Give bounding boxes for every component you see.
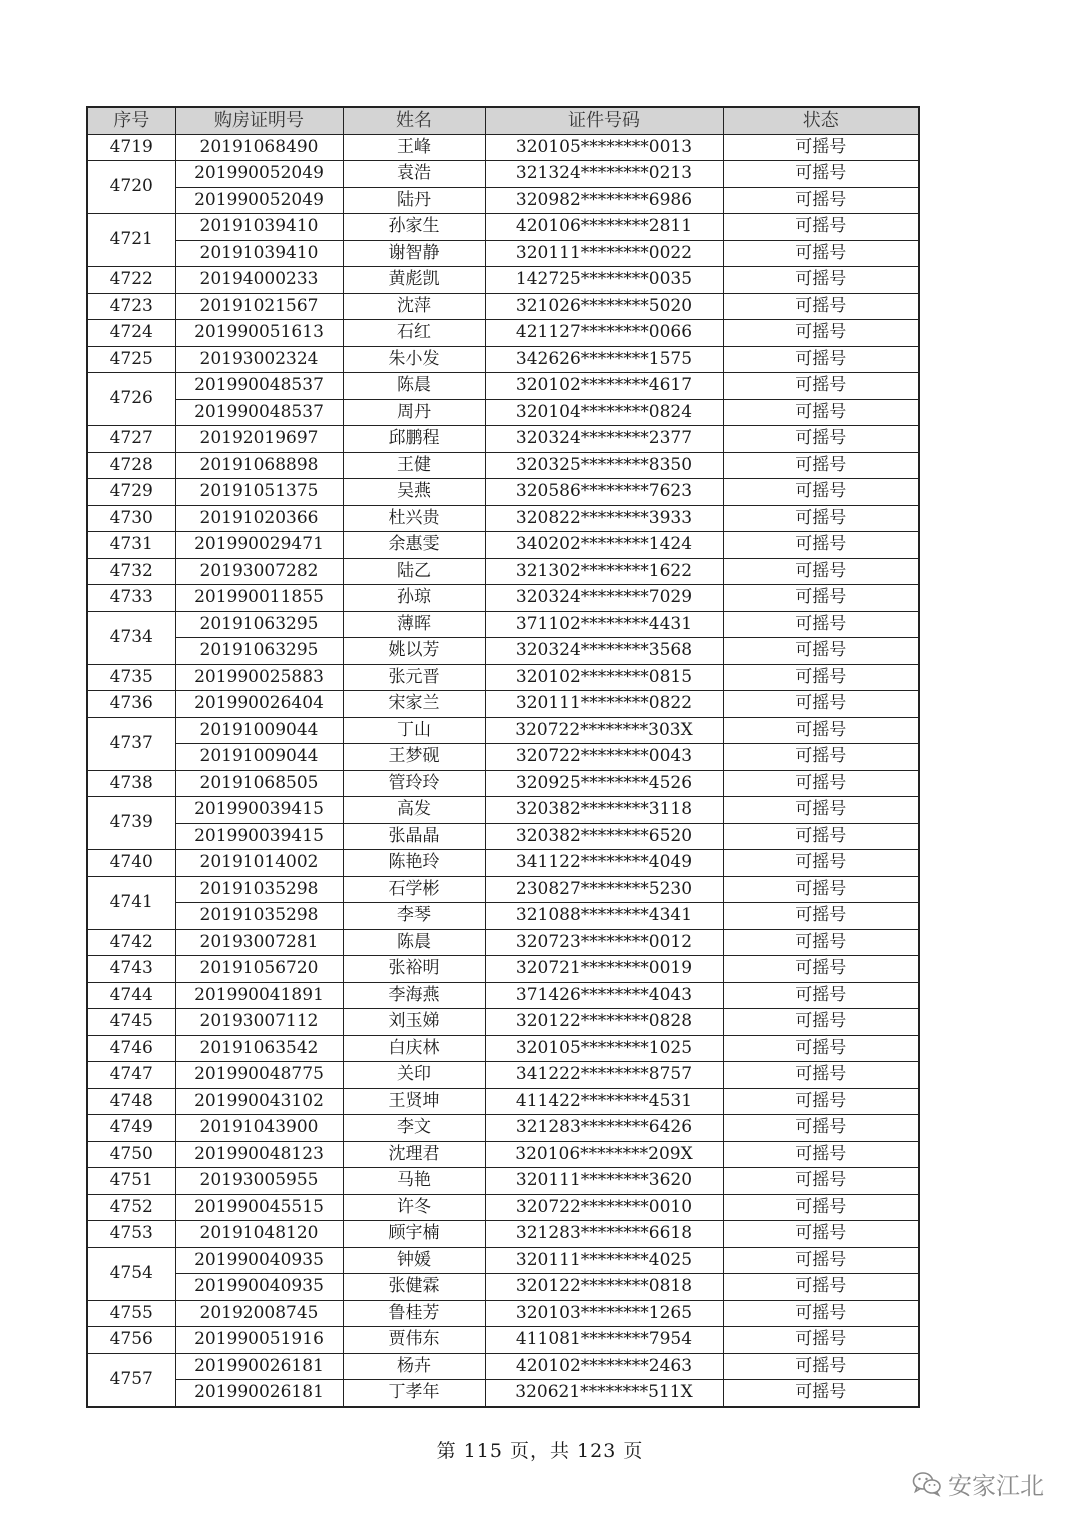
table-row bbox=[87, 1035, 919, 1062]
cell-status: 可摇号 bbox=[723, 1300, 919, 1327]
cell-certificate-no: 201990025883 bbox=[175, 664, 343, 691]
cell-status: 可摇号 bbox=[723, 240, 919, 267]
cell-certificate-no: 20192019697 bbox=[175, 426, 343, 453]
cell-id-number: 321088********4341 bbox=[485, 903, 723, 930]
cell-status: 可摇号 bbox=[723, 558, 919, 585]
cell-name: 李文 bbox=[343, 1115, 485, 1142]
cell-id-number: 320382********3118 bbox=[485, 797, 723, 824]
cell-status: 可摇号 bbox=[723, 479, 919, 506]
table-row bbox=[87, 532, 919, 559]
cell-seq: 4744 bbox=[87, 982, 175, 1009]
table-row bbox=[87, 293, 919, 320]
cell-certificate-no: 20194000233 bbox=[175, 267, 343, 294]
cell-status: 可摇号 bbox=[723, 532, 919, 559]
cell-certificate-no: 201990026181 bbox=[175, 1380, 343, 1407]
cell-id-number: 320382********6520 bbox=[485, 823, 723, 850]
cell-name: 沈理君 bbox=[343, 1141, 485, 1168]
cell-id-number: 320925********4526 bbox=[485, 770, 723, 797]
cell-certificate-no: 20191035298 bbox=[175, 903, 343, 930]
cell-seq: 4734 bbox=[87, 611, 175, 664]
cell-status: 可摇号 bbox=[723, 850, 919, 877]
cell-status: 可摇号 bbox=[723, 452, 919, 479]
table-row bbox=[87, 850, 919, 877]
cell-status: 可摇号 bbox=[723, 1062, 919, 1089]
table-row bbox=[87, 876, 919, 903]
cell-status: 可摇号 bbox=[723, 717, 919, 744]
cell-seq: 4737 bbox=[87, 717, 175, 770]
cell-status: 可摇号 bbox=[723, 1009, 919, 1036]
cell-id-number: 411081********7954 bbox=[485, 1327, 723, 1354]
table-row bbox=[87, 1009, 919, 1036]
watermark-text: 安家江北 bbox=[948, 1472, 1044, 1500]
cell-seq: 4719 bbox=[87, 134, 175, 161]
header-status: 状态 bbox=[723, 107, 919, 134]
cell-status: 可摇号 bbox=[723, 823, 919, 850]
header-name: 姓名 bbox=[343, 107, 485, 134]
cell-seq: 4729 bbox=[87, 479, 175, 506]
cell-id-number: 320722********303X bbox=[485, 717, 723, 744]
cell-name: 马艳 bbox=[343, 1168, 485, 1195]
cell-seq: 4723 bbox=[87, 293, 175, 320]
table-row bbox=[87, 1194, 919, 1221]
cell-id-number: 320103********1265 bbox=[485, 1300, 723, 1327]
cell-name: 黄彪凯 bbox=[343, 267, 485, 294]
table-row bbox=[87, 664, 919, 691]
cell-name: 张晶晶 bbox=[343, 823, 485, 850]
table-row bbox=[87, 1300, 919, 1327]
cell-seq: 4721 bbox=[87, 214, 175, 267]
cell-id-number: 320102********4617 bbox=[485, 373, 723, 400]
cell-name: 石红 bbox=[343, 320, 485, 347]
cell-seq: 4720 bbox=[87, 161, 175, 214]
wechat-icon bbox=[912, 1471, 942, 1497]
cell-seq: 4752 bbox=[87, 1194, 175, 1221]
cell-seq: 4740 bbox=[87, 850, 175, 877]
cell-name: 陈晨 bbox=[343, 373, 485, 400]
cell-certificate-no: 201990039415 bbox=[175, 823, 343, 850]
cell-name: 张元晋 bbox=[343, 664, 485, 691]
cell-certificate-no: 20193005955 bbox=[175, 1168, 343, 1195]
cell-seq: 4736 bbox=[87, 691, 175, 718]
cell-name: 宋家兰 bbox=[343, 691, 485, 718]
table-row bbox=[87, 214, 919, 241]
table-row bbox=[87, 770, 919, 797]
watermark bbox=[912, 1466, 1044, 1501]
cell-status: 可摇号 bbox=[723, 770, 919, 797]
cell-id-number: 321302********1622 bbox=[485, 558, 723, 585]
table-row bbox=[87, 240, 919, 267]
table-row bbox=[87, 956, 919, 983]
cell-id-number: 320106********209X bbox=[485, 1141, 723, 1168]
cell-status: 可摇号 bbox=[723, 1035, 919, 1062]
cell-name: 谢智静 bbox=[343, 240, 485, 267]
cell-id-number: 320111********4025 bbox=[485, 1247, 723, 1274]
cell-name: 孙琼 bbox=[343, 585, 485, 612]
cell-id-number: 340202********1424 bbox=[485, 532, 723, 559]
cell-name: 陈晨 bbox=[343, 929, 485, 956]
cell-id-number: 320104********0824 bbox=[485, 399, 723, 426]
table-row bbox=[87, 1088, 919, 1115]
cell-id-number: 320721********0019 bbox=[485, 956, 723, 983]
cell-seq: 4730 bbox=[87, 505, 175, 532]
cell-certificate-no: 201990041891 bbox=[175, 982, 343, 1009]
cell-status: 可摇号 bbox=[723, 214, 919, 241]
table-row bbox=[87, 134, 919, 161]
cell-id-number: 320324********3568 bbox=[485, 638, 723, 665]
cell-certificate-no: 20191068505 bbox=[175, 770, 343, 797]
cell-id-number: 371426********4043 bbox=[485, 982, 723, 1009]
cell-name: 陆丹 bbox=[343, 187, 485, 214]
cell-seq: 4728 bbox=[87, 452, 175, 479]
cell-seq: 4742 bbox=[87, 929, 175, 956]
cell-seq: 4743 bbox=[87, 956, 175, 983]
cell-name: 刘玉娣 bbox=[343, 1009, 485, 1036]
cell-id-number: 320102********0815 bbox=[485, 664, 723, 691]
cell-id-number: 321026********5020 bbox=[485, 293, 723, 320]
cell-seq: 4750 bbox=[87, 1141, 175, 1168]
cell-status: 可摇号 bbox=[723, 744, 919, 771]
cell-certificate-no: 201990040935 bbox=[175, 1247, 343, 1274]
cell-status: 可摇号 bbox=[723, 929, 919, 956]
table-row bbox=[87, 399, 919, 426]
cell-id-number: 320324********7029 bbox=[485, 585, 723, 612]
cell-name: 杜兴贵 bbox=[343, 505, 485, 532]
cell-status: 可摇号 bbox=[723, 346, 919, 373]
cell-certificate-no: 20193007281 bbox=[175, 929, 343, 956]
table-row bbox=[87, 982, 919, 1009]
cell-id-number: 320621********511X bbox=[485, 1380, 723, 1407]
cell-seq: 4735 bbox=[87, 664, 175, 691]
cell-status: 可摇号 bbox=[723, 161, 919, 188]
cell-seq: 4747 bbox=[87, 1062, 175, 1089]
cell-seq: 4753 bbox=[87, 1221, 175, 1248]
cell-name: 王峰 bbox=[343, 134, 485, 161]
cell-id-number: 341122********4049 bbox=[485, 850, 723, 877]
header-id-number: 证件号码 bbox=[485, 107, 723, 134]
table-row bbox=[87, 611, 919, 638]
cell-status: 可摇号 bbox=[723, 399, 919, 426]
cell-status: 可摇号 bbox=[723, 1274, 919, 1301]
cell-id-number: 320105********0013 bbox=[485, 134, 723, 161]
header-certificate-no: 购房证明号 bbox=[175, 107, 343, 134]
cell-certificate-no: 20191063542 bbox=[175, 1035, 343, 1062]
table-row bbox=[87, 1380, 919, 1407]
cell-seq: 4724 bbox=[87, 320, 175, 347]
table-row bbox=[87, 505, 919, 532]
cell-certificate-no: 201990051613 bbox=[175, 320, 343, 347]
table-row bbox=[87, 638, 919, 665]
cell-seq: 4756 bbox=[87, 1327, 175, 1354]
cell-status: 可摇号 bbox=[723, 1088, 919, 1115]
table-row bbox=[87, 1062, 919, 1089]
cell-status: 可摇号 bbox=[723, 320, 919, 347]
cell-status: 可摇号 bbox=[723, 373, 919, 400]
cell-status: 可摇号 bbox=[723, 426, 919, 453]
cell-id-number: 321324********0213 bbox=[485, 161, 723, 188]
cell-id-number: 320122********0818 bbox=[485, 1274, 723, 1301]
table-row bbox=[87, 929, 919, 956]
cell-id-number: 342626********1575 bbox=[485, 346, 723, 373]
cell-name: 顾宇楠 bbox=[343, 1221, 485, 1248]
cell-id-number: 320105********1025 bbox=[485, 1035, 723, 1062]
cell-name: 沈萍 bbox=[343, 293, 485, 320]
table-row bbox=[87, 452, 919, 479]
cell-name: 鲁桂芳 bbox=[343, 1300, 485, 1327]
table-row bbox=[87, 717, 919, 744]
cell-seq: 4731 bbox=[87, 532, 175, 559]
cell-certificate-no: 20191039410 bbox=[175, 240, 343, 267]
table-row bbox=[87, 426, 919, 453]
cell-id-number: 320723********0012 bbox=[485, 929, 723, 956]
cell-status: 可摇号 bbox=[723, 903, 919, 930]
cell-id-number: 371102********4431 bbox=[485, 611, 723, 638]
cell-name: 姚以芳 bbox=[343, 638, 485, 665]
cell-certificate-no: 20191063295 bbox=[175, 638, 343, 665]
cell-status: 可摇号 bbox=[723, 1141, 919, 1168]
cell-name: 丁山 bbox=[343, 717, 485, 744]
cell-seq: 4749 bbox=[87, 1115, 175, 1142]
table-row bbox=[87, 320, 919, 347]
table-row bbox=[87, 373, 919, 400]
cell-certificate-no: 20191021567 bbox=[175, 293, 343, 320]
cell-status: 可摇号 bbox=[723, 956, 919, 983]
cell-certificate-no: 20191043900 bbox=[175, 1115, 343, 1142]
cell-id-number: 341222********8757 bbox=[485, 1062, 723, 1089]
cell-name: 李琴 bbox=[343, 903, 485, 930]
cell-certificate-no: 20191051375 bbox=[175, 479, 343, 506]
cell-id-number: 230827********5230 bbox=[485, 876, 723, 903]
cell-status: 可摇号 bbox=[723, 611, 919, 638]
cell-certificate-no: 20191035298 bbox=[175, 876, 343, 903]
table-row bbox=[87, 823, 919, 850]
lottery-eligibility-table bbox=[86, 106, 920, 1408]
cell-status: 可摇号 bbox=[723, 1380, 919, 1407]
cell-certificate-no: 201990011855 bbox=[175, 585, 343, 612]
cell-certificate-no: 20191014002 bbox=[175, 850, 343, 877]
cell-seq: 4745 bbox=[87, 1009, 175, 1036]
cell-seq: 4727 bbox=[87, 426, 175, 453]
cell-name: 吴燕 bbox=[343, 479, 485, 506]
cell-id-number: 142725********0035 bbox=[485, 267, 723, 294]
cell-certificate-no: 20193007112 bbox=[175, 1009, 343, 1036]
cell-certificate-no: 20191068898 bbox=[175, 452, 343, 479]
cell-name: 许冬 bbox=[343, 1194, 485, 1221]
cell-status: 可摇号 bbox=[723, 664, 919, 691]
cell-name: 李海燕 bbox=[343, 982, 485, 1009]
cell-name: 周丹 bbox=[343, 399, 485, 426]
page-footer: 第 115 页，共 123 页 bbox=[436, 1440, 644, 1462]
cell-seq: 4757 bbox=[87, 1353, 175, 1407]
cell-seq: 4748 bbox=[87, 1088, 175, 1115]
cell-certificate-no: 20191056720 bbox=[175, 956, 343, 983]
table-row bbox=[87, 1168, 919, 1195]
cell-id-number: 320111********0022 bbox=[485, 240, 723, 267]
table-body bbox=[87, 134, 919, 1407]
cell-certificate-no: 201990048537 bbox=[175, 399, 343, 426]
cell-status: 可摇号 bbox=[723, 1115, 919, 1142]
cell-seq: 4746 bbox=[87, 1035, 175, 1062]
cell-name: 王梦砚 bbox=[343, 744, 485, 771]
cell-name: 孙家生 bbox=[343, 214, 485, 241]
cell-certificate-no: 20193002324 bbox=[175, 346, 343, 373]
cell-status: 可摇号 bbox=[723, 638, 919, 665]
cell-name: 管玲玲 bbox=[343, 770, 485, 797]
cell-status: 可摇号 bbox=[723, 691, 919, 718]
cell-name: 邱鹏程 bbox=[343, 426, 485, 453]
cell-certificate-no: 20191039410 bbox=[175, 214, 343, 241]
table-row bbox=[87, 558, 919, 585]
cell-seq: 4739 bbox=[87, 797, 175, 850]
cell-status: 可摇号 bbox=[723, 1194, 919, 1221]
cell-name: 陈艳玲 bbox=[343, 850, 485, 877]
cell-status: 可摇号 bbox=[723, 293, 919, 320]
cell-id-number: 320982********6986 bbox=[485, 187, 723, 214]
cell-name: 关印 bbox=[343, 1062, 485, 1089]
cell-seq: 4733 bbox=[87, 585, 175, 612]
cell-status: 可摇号 bbox=[723, 134, 919, 161]
cell-certificate-no: 201990052049 bbox=[175, 161, 343, 188]
table-row bbox=[87, 187, 919, 214]
cell-status: 可摇号 bbox=[723, 1353, 919, 1380]
cell-seq: 4726 bbox=[87, 373, 175, 426]
cell-status: 可摇号 bbox=[723, 982, 919, 1009]
cell-id-number: 320722********0010 bbox=[485, 1194, 723, 1221]
cell-certificate-no: 20193007282 bbox=[175, 558, 343, 585]
cell-name: 余惠雯 bbox=[343, 532, 485, 559]
cell-status: 可摇号 bbox=[723, 1247, 919, 1274]
cell-status: 可摇号 bbox=[723, 505, 919, 532]
cell-name: 朱小发 bbox=[343, 346, 485, 373]
cell-name: 高发 bbox=[343, 797, 485, 824]
cell-certificate-no: 20192008745 bbox=[175, 1300, 343, 1327]
header-seq: 序号 bbox=[87, 107, 175, 134]
cell-id-number: 421127********0066 bbox=[485, 320, 723, 347]
table-header bbox=[87, 107, 919, 134]
cell-name: 薄晖 bbox=[343, 611, 485, 638]
cell-status: 可摇号 bbox=[723, 1168, 919, 1195]
cell-certificate-no: 20191063295 bbox=[175, 611, 343, 638]
table-row bbox=[87, 1247, 919, 1274]
cell-name: 张裕明 bbox=[343, 956, 485, 983]
table-row bbox=[87, 1221, 919, 1248]
cell-name: 袁浩 bbox=[343, 161, 485, 188]
document-sheet bbox=[86, 106, 918, 1408]
table-row bbox=[87, 1353, 919, 1380]
table-row bbox=[87, 161, 919, 188]
cell-name: 王贤坤 bbox=[343, 1088, 485, 1115]
cell-id-number: 420102********2463 bbox=[485, 1353, 723, 1380]
table-row bbox=[87, 1115, 919, 1142]
cell-name: 张健霖 bbox=[343, 1274, 485, 1301]
cell-certificate-no: 201990045515 bbox=[175, 1194, 343, 1221]
table-row bbox=[87, 691, 919, 718]
cell-id-number: 320111********3620 bbox=[485, 1168, 723, 1195]
cell-certificate-no: 20191048120 bbox=[175, 1221, 343, 1248]
cell-seq: 4732 bbox=[87, 558, 175, 585]
cell-id-number: 420106********2811 bbox=[485, 214, 723, 241]
cell-seq: 4754 bbox=[87, 1247, 175, 1300]
cell-name: 杨卉 bbox=[343, 1353, 485, 1380]
cell-name: 陆乙 bbox=[343, 558, 485, 585]
table-row bbox=[87, 1274, 919, 1301]
cell-status: 可摇号 bbox=[723, 1327, 919, 1354]
cell-certificate-no: 20191009044 bbox=[175, 717, 343, 744]
cell-id-number: 320586********7623 bbox=[485, 479, 723, 506]
cell-id-number: 320324********2377 bbox=[485, 426, 723, 453]
cell-id-number: 320122********0828 bbox=[485, 1009, 723, 1036]
cell-seq: 4755 bbox=[87, 1300, 175, 1327]
cell-id-number: 321283********6426 bbox=[485, 1115, 723, 1142]
cell-name: 丁孝年 bbox=[343, 1380, 485, 1407]
cell-name: 石学彬 bbox=[343, 876, 485, 903]
cell-certificate-no: 201990048775 bbox=[175, 1062, 343, 1089]
cell-certificate-no: 20191009044 bbox=[175, 744, 343, 771]
cell-seq: 4725 bbox=[87, 346, 175, 373]
table-row bbox=[87, 797, 919, 824]
cell-name: 贾伟东 bbox=[343, 1327, 485, 1354]
cell-seq: 4738 bbox=[87, 770, 175, 797]
table-row bbox=[87, 585, 919, 612]
cell-certificate-no: 201990026181 bbox=[175, 1353, 343, 1380]
table-row bbox=[87, 346, 919, 373]
cell-certificate-no: 20191068490 bbox=[175, 134, 343, 161]
cell-seq: 4751 bbox=[87, 1168, 175, 1195]
cell-name: 白庆林 bbox=[343, 1035, 485, 1062]
table-row bbox=[87, 903, 919, 930]
cell-status: 可摇号 bbox=[723, 1221, 919, 1248]
cell-status: 可摇号 bbox=[723, 797, 919, 824]
table-row bbox=[87, 1141, 919, 1168]
cell-certificate-no: 201990052049 bbox=[175, 187, 343, 214]
table-row bbox=[87, 479, 919, 506]
cell-certificate-no: 201990048537 bbox=[175, 373, 343, 400]
cell-id-number: 320822********3933 bbox=[485, 505, 723, 532]
cell-certificate-no: 20191020366 bbox=[175, 505, 343, 532]
cell-certificate-no: 201990029471 bbox=[175, 532, 343, 559]
cell-certificate-no: 201990026404 bbox=[175, 691, 343, 718]
cell-certificate-no: 201990048123 bbox=[175, 1141, 343, 1168]
cell-status: 可摇号 bbox=[723, 585, 919, 612]
cell-status: 可摇号 bbox=[723, 876, 919, 903]
cell-seq: 4722 bbox=[87, 267, 175, 294]
cell-id-number: 320111********0822 bbox=[485, 691, 723, 718]
cell-id-number: 411422********4531 bbox=[485, 1088, 723, 1115]
cell-id-number: 320325********8350 bbox=[485, 452, 723, 479]
cell-certificate-no: 201990039415 bbox=[175, 797, 343, 824]
cell-id-number: 321283********6618 bbox=[485, 1221, 723, 1248]
cell-id-number: 320722********0043 bbox=[485, 744, 723, 771]
cell-seq: 4741 bbox=[87, 876, 175, 929]
cell-name: 王健 bbox=[343, 452, 485, 479]
table-row bbox=[87, 267, 919, 294]
table-row bbox=[87, 1327, 919, 1354]
cell-certificate-no: 201990040935 bbox=[175, 1274, 343, 1301]
table-row bbox=[87, 744, 919, 771]
cell-certificate-no: 201990051916 bbox=[175, 1327, 343, 1354]
cell-name: 钟媛 bbox=[343, 1247, 485, 1274]
cell-certificate-no: 201990043102 bbox=[175, 1088, 343, 1115]
cell-status: 可摇号 bbox=[723, 187, 919, 214]
cell-status: 可摇号 bbox=[723, 267, 919, 294]
